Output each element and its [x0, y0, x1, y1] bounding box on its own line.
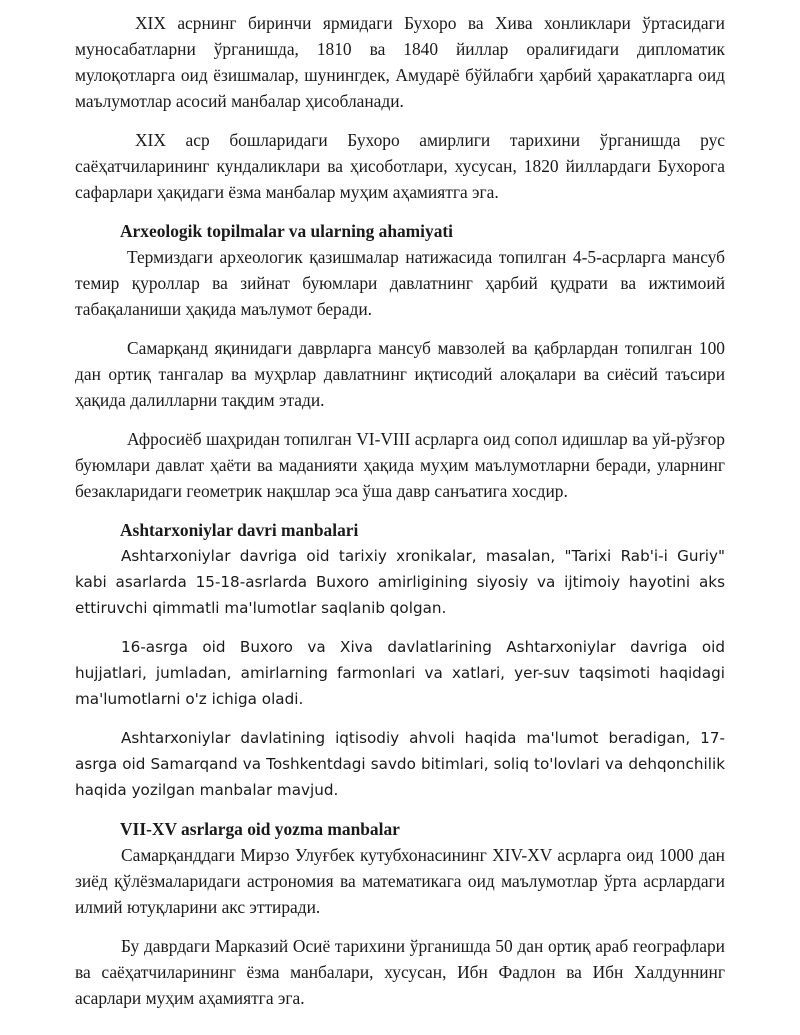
section-body	[75, 543, 725, 803]
paragraph: Бу даврдаги Марказий Осиё тарихини ўрганишда 50 дан ортиқ араб географлари ва саёҳатчиларининг ёзма манбалари, хусусан, Ибн Фадлон ва Ибн Халдуннинг асарлари муҳим аҳамиятга эга.	[75, 936, 725, 1008]
paragraph: Самарқанддаги Мирзо Улуғбек кутубхонасининг XIV-XV асрларга оид 1000 дан зиёд қўлёзмаларидаги астрономия ва математикага оид маълумотлар ўрта асрлардаги илмий ютуқларини акс эттиради.	[75, 845, 725, 917]
paragraph: Афросиёб шаҳридан топилган VI-VIII асрларга оид сопол идишлар ва уй-рўзғор буюмлари давлат ҳаёти ва маданияти ҳақида муҳим маълумотларни беради, уларнинг безакларидаги геометрик нақшлар эса ўша давр санъатига хосдир.	[75, 429, 725, 501]
section-heading: VII-XV asrlarga oid yozma manbalar	[120, 819, 400, 839]
paragraph: Термиздаги археологик қазишмалар натижасида топилган 4-5-асрларга мансуб темир қуроллар ва зийнат буюмлари давлатнинг ҳарбий қудрати ва ижтимоий табақаланиши ҳақида маълумот беради.	[75, 247, 725, 319]
paragraph: Ashtarxoniylar davriga oid tarixiy xronikalar, masalan, "Tarixi Rab'i-i Guriy" kabi asarlarda 15-18-asrlarda Buxoro amirligining siyosiy va ijtimoiy hayotini aks ettiruvchi qimmatli ma'lumotlar saqlanib qolgan.	[75, 547, 725, 617]
paragraph: Самарқанд яқинидаги даврларга мансуб мавзолей ва қабрлардан топилган 100 дан ортиқ тангалар ва муҳрлар давлатнинг иқтисодий алоқалари ва сиёсий таъсири ҳақида далилларни тақдим этади.	[75, 338, 725, 410]
paragraph: XIX аср бошларидаги Бухоро амирлиги тарихини ўрганишда рус саёҳатчиларининг кундаликлари ва ҳисоботлари, хусусан, 1820 йиллардаги Бухорога сафарлари ҳақидаги ёзма манбалар муҳим аҳамиятга эга.	[75, 130, 725, 202]
document-page	[75, 10, 725, 1011]
paragraph: XIX асрнинг биринчи ярмидаги Бухоро ва Хива хонликлари ўртасидаги муносабатларни ўрганишда, 1810 ва 1840 йиллар оралиғидаги дипломатик мулоқотларга оид ёзишмалар, шунингдек, Амударё бўйлабги ҳарбий ҳаракатларга оид маълумотлар асосий манбалар ҳисобланади.	[75, 13, 725, 111]
paragraph: Ashtarxoniylar davlatining iqtisodiy ahvoli haqida ma'lumot beradigan, 17-asrga oid Samarqand va Toshkentdagi savdo bitimlari, soliq to'lovlari va dehqonchilik haqida yozilgan manbalar mavjud.	[75, 729, 725, 799]
section-heading: Ashtarxoniylar davri manbalari	[120, 520, 359, 540]
paragraph: 16-asrga oid Buxoro va Xiva davlatlarining Ashtarxoniylar davriga oid hujjatlari, jumladan, amirlarning farmonlari va xatlari, yer-suv taqsimoti haqidagi ma'lumotlarni o'z ichiga oladi.	[75, 638, 725, 708]
section-heading: Arxeologik topilmalar va ularning ahamiyati	[120, 221, 454, 241]
